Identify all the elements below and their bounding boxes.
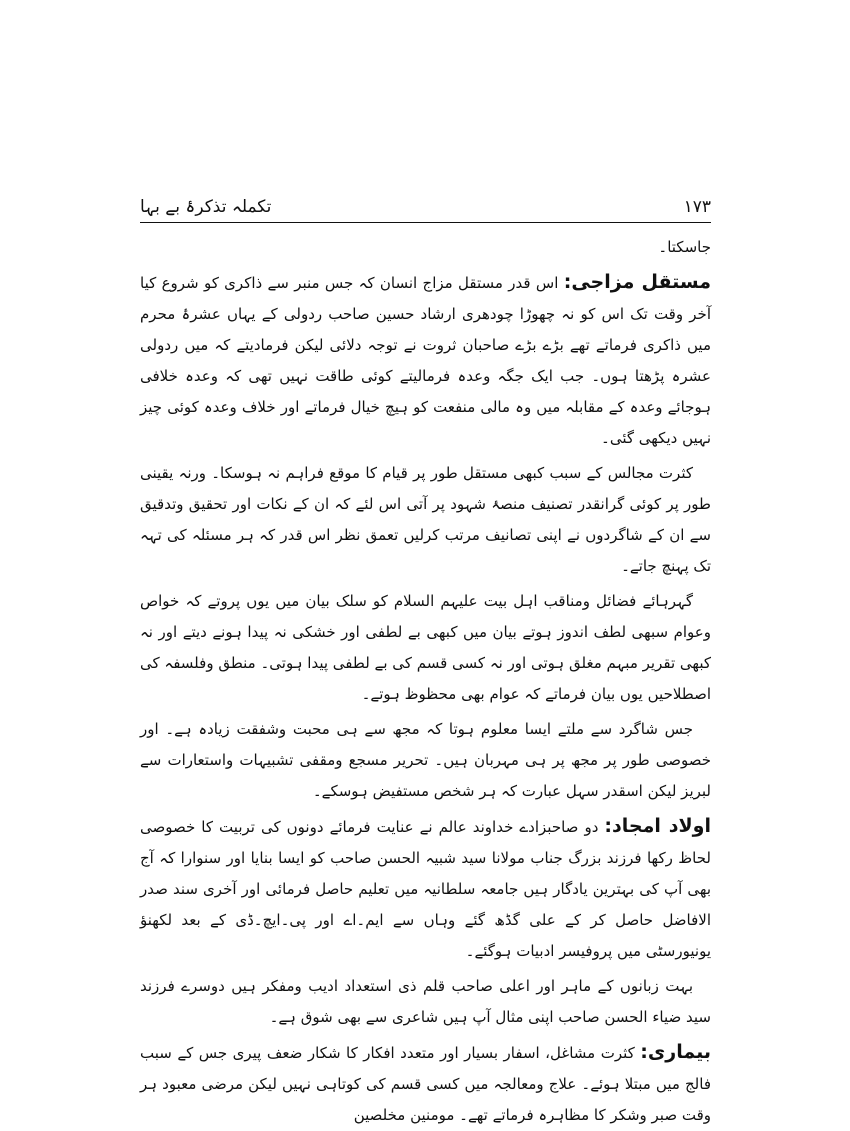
header-rule xyxy=(140,222,711,223)
paragraph-text: دو صاحبزادے خداوند عالم نے عنایت فرمائے دونوں کی تربیت کا خصوصی لحاظ رکھا فرزند بزرگ جناب مولانا سید شبیہ الحسن صاحب کو ایسا بنایا اور سنوارا کہ آج بھی آپ کی بہترین یادگار ہیں جامعہ سلطانیہ میں تعلیم حاصل فرمائی اور آخری سند صدر الافاضل حاصل کر کے علی گڈھ گئے وہاں سے ایم۔اے اور پی۔ایچ۔ڈی کے بعد لکھنؤ یونیورسٹی میں پروفیسر ادبیات ہوگئے۔ xyxy=(140,818,711,960)
book-title: تکملہ تذکرۂ بے بہا xyxy=(140,197,272,217)
paragraph-text: جاسکتا۔ xyxy=(658,238,711,256)
paragraph-text: گہرہائے فضائل ومناقب اہل بیت علیہم السلام کو سلک بیان میں یوں پروتے کہ خواص وعوام سبھی لطف اندوز ہوتے بیان میں کبھی بے لطفی اور خشکی نہ پیدا ہونے دیتے اور نہ کبھی تقریر مبہم مغلق ہوتی اور نہ کسی قسم کی بے لطفی پیدا ہوتی۔ منطق وفلسفہ کی اصطلاحیں یوں بیان فرماتے کہ عوام بھی محظوظ ہوتے۔ xyxy=(140,592,711,703)
paragraph xyxy=(140,1037,711,1131)
section-heading: اولاد امجاد: xyxy=(604,815,711,837)
page-body xyxy=(140,232,711,1124)
paragraph-text: بہت زبانوں کے ماہر اور اعلی صاحب قلم ذی استعداد ادیب ومفکر ہیں دوسرے فرزند سید ضیاء الحسن صاحب اپنی مثال آپ ہیں شاعری سے بھی شوق ہے۔ xyxy=(140,977,711,1026)
section-heading: بیماری: xyxy=(640,1041,711,1063)
running-header xyxy=(140,196,711,226)
paragraph xyxy=(140,971,711,1033)
paragraph-text: اس قدر مستقل مزاج انسان کہ جس منبر سے ذاکری کو شروع کیا آخر وقت تک اس کو نہ چھوڑا چودھری ارشاد حسین صاحب ردولی کے یہاں عشرۂ محرم میں ذاکری فرماتے تھے بڑے بڑے صاحبان ثروت نے توجہ دلائی لیکن فرمادیتے کہ میں ردولی عشرہ پڑھتا ہوں۔ جب ایک جگہ وعدہ فرمالیتے کوئی طاقت نہیں تھی کہ وعدہ خلافی ہوجائے وعدہ کے مقابلہ میں وہ مالی منفعت کو ہیچ خیال فرماتے اور خلاف وعدہ کوئی چیز نہیں دیکھی گئی۔ xyxy=(140,274,711,447)
paragraph xyxy=(140,267,711,454)
paragraph-text: جس شاگرد سے ملتے ایسا معلوم ہوتا کہ مجھ سے ہی محبت وشفقت زیادہ ہے۔ اور خصوصی طور پر مجھ پر ہی مہربان ہیں۔ تحریر مسجع ومقفی تشبیہات واستعارات سے لبریز لیکن اسقدر سہل عبارت کہ ہر شخص مستفیض ہوسکے۔ xyxy=(140,720,711,800)
page-number: ۱۷۳ xyxy=(683,197,711,217)
paragraph-text: کثرت مشاغل، اسفار بسیار اور متعدد افکار کا شکار ضعف پیری جس کے سبب فالج میں مبتلا ہوئے۔ علاج ومعالجہ میں کسی قسم کی کوتاہی نہیں لیکن مرضی معبود ہر وقت صبر وشکر کا مظاہرہ فرماتے تھے۔ مومنین مخلصین xyxy=(140,1044,711,1124)
paragraph xyxy=(140,714,711,807)
paragraph xyxy=(140,232,711,263)
paragraph-text: کثرت مجالس کے سبب کبھی مستقل طور پر قیام کا موقع فراہم نہ ہوسکا۔ ورنہ یقینی طور پر کوئی گرانقدر تصنیف منصۂ شہود پر آتی اس لئے کہ ان کے نکات اور تحقیق وتدقیق سے ان کے شاگردوں نے اپنی تصانیف مرتب کرلیں تعمق نظر اس قدر کہ ہر مسئلہ کی تہہ تک پہنچ جاتے۔ xyxy=(140,464,711,575)
paragraph xyxy=(140,458,711,582)
section-heading: مستقل مزاجی: xyxy=(563,271,711,293)
paragraph xyxy=(140,811,711,967)
paragraph xyxy=(140,586,711,710)
